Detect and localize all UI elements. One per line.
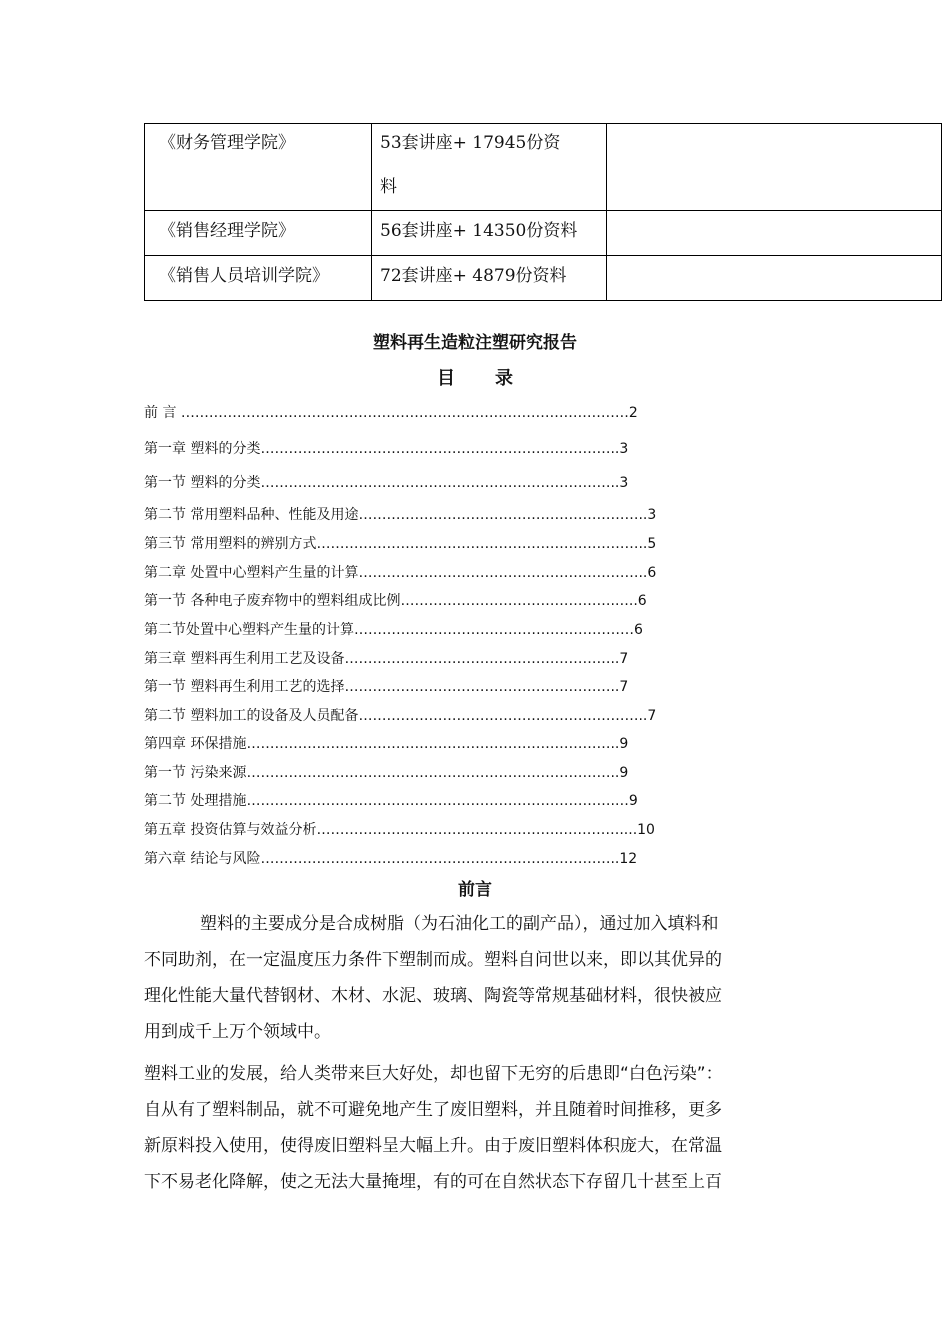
document-title: 塑料再生造粒注塑研究报告 bbox=[373, 333, 577, 353]
resource-table bbox=[144, 123, 942, 301]
toc-entry[interactable]: 第二节 处理措施…………………………………………………………………….…9 bbox=[144, 793, 638, 809]
table-cell-note bbox=[607, 256, 942, 301]
paragraph-line: 用到成千上万个领域中。 bbox=[144, 1022, 331, 1042]
table-row bbox=[145, 124, 942, 211]
table-cell-content: 56套讲座+ 14350份资料 bbox=[372, 211, 607, 256]
toc-entry[interactable]: 第三章 塑料再生利用工艺及设备…………………………………………………..7 bbox=[144, 651, 629, 667]
paragraph-line: 塑料的主要成分是合成树脂（为石油化工的副产品），通过加入填料和 bbox=[200, 914, 719, 934]
table-row bbox=[145, 211, 942, 256]
toc-entry[interactable]: 第二章 处置中心塑料产生量的计算……………………………………………………..6 bbox=[144, 565, 657, 581]
table-cell-note bbox=[607, 124, 942, 211]
table-row bbox=[145, 256, 942, 301]
toc-entry[interactable]: 第一节 塑料再生利用工艺的选择…………………………………………………..7 bbox=[144, 679, 629, 695]
paragraph-line: 塑料工业的发展，给人类带来巨大好处，却也留下无穷的后患即“白色污染”： bbox=[144, 1064, 723, 1084]
content-line: 料 bbox=[380, 177, 397, 197]
toc-entry[interactable]: 第五章 投资估算与效益分析……………………………………………..…………....10 bbox=[144, 822, 655, 838]
paragraph-line: 自从有了塑料制品，就不可避免地产生了废旧塑料，并且随着时间推移，更多 bbox=[144, 1100, 722, 1120]
toc-entry[interactable]: 第一节 塑料的分类…………………………………………………………………..3 bbox=[144, 475, 629, 491]
table-cell-name: 《财务管理学院》 bbox=[145, 124, 372, 211]
toc-heading bbox=[0, 364, 950, 390]
toc-entry[interactable]: 第四章 环保措施……………………………………………………………………..9 bbox=[144, 736, 629, 752]
toc-heading-left: 目 bbox=[437, 368, 455, 389]
preface-heading: 前言 bbox=[458, 880, 492, 900]
toc-entry[interactable]: 第二节 塑料加工的设备及人员配备……………………………………………………..7 bbox=[144, 708, 657, 724]
paragraph-line: 理化性能大量代替钢材、木材、水泥、玻璃、陶瓷等常规基础材料，很快被应 bbox=[144, 986, 722, 1006]
toc-entry[interactable]: 第二节处置中心塑料产生量的计算……………………………………………………6 bbox=[144, 622, 643, 638]
toc-entry[interactable]: 第一节 各种电子废弃物中的塑料组成比例……………………………………….…..6 bbox=[144, 593, 647, 609]
toc-entry[interactable]: 前 言 ……………………………………………………………………………………2 bbox=[144, 405, 638, 421]
toc-entry[interactable]: 第一节 污染来源……………………………………………………………………..9 bbox=[144, 765, 629, 781]
table-cell-name: 《销售经理学院》 bbox=[145, 211, 372, 256]
content-line: 53套讲座+ 17945份资 bbox=[380, 133, 561, 153]
table-cell-name: 《销售人员培训学院》 bbox=[145, 256, 372, 301]
table-cell-content: 72套讲座+ 4879份资料 bbox=[372, 256, 607, 301]
toc-entry[interactable]: 第六章 结论与风险…………………………………………………………………..12 bbox=[144, 851, 638, 867]
preface-paragraph-1 bbox=[144, 906, 824, 1050]
toc-entry[interactable]: 第三节 常用塑料的辨别方式……………………………………………………………..5 bbox=[144, 536, 657, 552]
paragraph-line: 不同助剂，在一定温度压力条件下塑制而成。塑料自问世以来，即以其优异的 bbox=[144, 950, 722, 970]
preface-paragraph-2 bbox=[144, 1056, 824, 1200]
toc-entry[interactable]: 第一章 塑料的分类…………………………………………………………………..3 bbox=[144, 441, 629, 457]
toc-entry[interactable]: 第二节 常用塑料品种、性能及用途……………………………………………………..3 bbox=[144, 507, 657, 523]
table-cell-note bbox=[607, 211, 942, 256]
paragraph-line: 新原料投入使用，使得废旧塑料呈大幅上升。由于废旧塑料体积庞大，在常温 bbox=[144, 1136, 722, 1156]
table-cell-content bbox=[372, 124, 607, 211]
toc-heading-right: 录 bbox=[495, 368, 513, 389]
paragraph-line: 下不易老化降解，使之无法大量掩埋，有的可在自然状态下存留几十甚至上百 bbox=[144, 1172, 722, 1192]
